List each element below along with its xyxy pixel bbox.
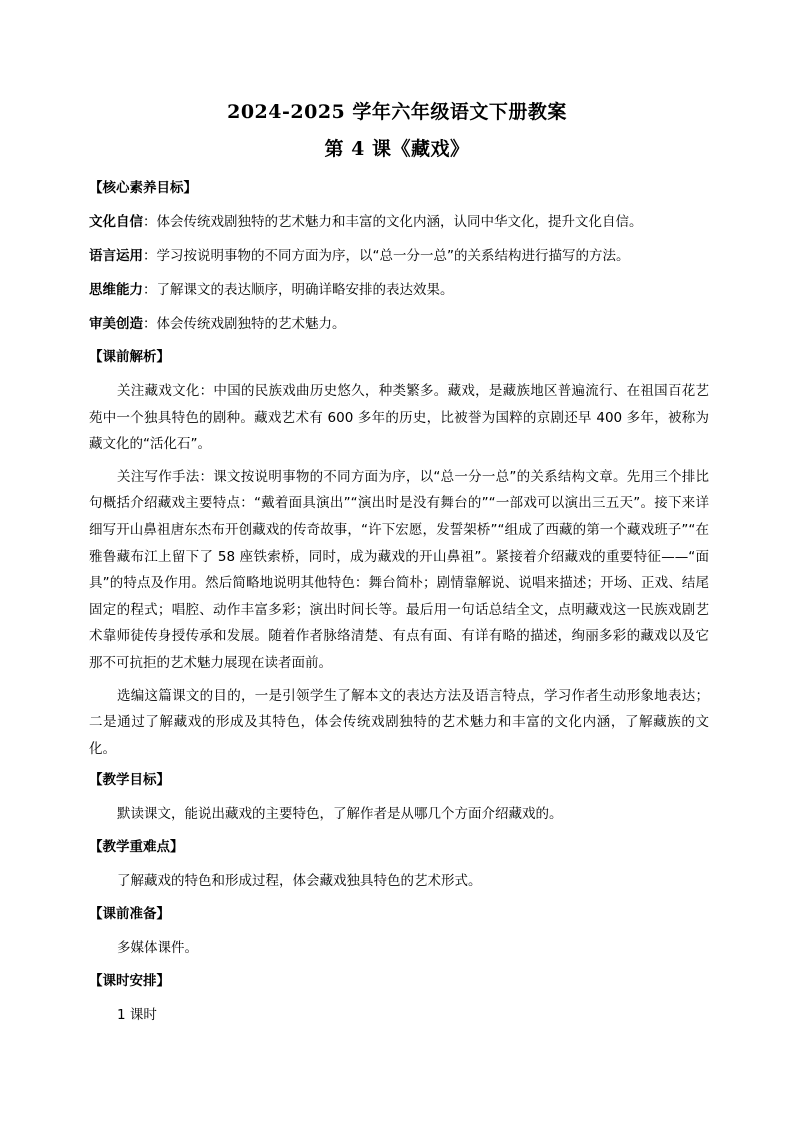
core-item-text: ：体会传统戏剧独特的艺术魅力和丰富的文化内涵，认同中华文化，提升文化自信。 xyxy=(143,214,643,230)
analysis-paragraph: 关注藏戏文化：中国的民族戏曲历史悠久，种类繁多。藏戏，是藏族地区普遍流行、在祖国百花艺苑中一个独具特色的剧种。藏戏艺术有 600 多年的历史，比被誉为国粹的京剧还早 400 多年，被称为藏文化的“活化石”。 xyxy=(89,383,709,453)
core-item-label: 语言运用 xyxy=(89,248,143,264)
keypoints-text: 了解藏戏的特色和形成过程，体会藏戏独具特色的艺术形式。 xyxy=(117,873,482,890)
analysis-paragraph: 选编这篇课文的目的，一是引领学生了解本文的表达方法及语言特点，学习作者生动形象地表达；二是通过了解藏戏的形成及其特色，体会传统戏剧独特的艺术魅力和丰富的文化内涵，了解藏族的文化。 xyxy=(89,687,709,757)
core-item-label: 审美创造 xyxy=(89,316,143,332)
lesson-title: 第 4 课《藏戏》 xyxy=(324,138,470,160)
core-item-thinking xyxy=(89,277,709,303)
core-item-text: ：体会传统戏剧独特的艺术魅力。 xyxy=(143,316,346,332)
core-item-text: ：了解课文的表达顺序，明确详略安排的表达效果。 xyxy=(143,282,454,298)
section-heading-preparation: 【课前准备】 xyxy=(89,906,170,923)
objectives-text: 默读课文，能说出藏戏的主要特色，了解作者是从哪几个方面介绍藏戏的。 xyxy=(117,806,563,823)
core-item-culture xyxy=(89,209,709,235)
section-heading-analysis: 【课前解析】 xyxy=(89,349,170,365)
section-heading-objectives: 【教学目标】 xyxy=(89,772,170,789)
section-heading-core: 【核心素养目标】 xyxy=(89,180,197,196)
core-item-language xyxy=(89,243,709,269)
core-item-aesthetic xyxy=(89,311,709,337)
schedule-text: 1 课时 xyxy=(117,1007,157,1024)
core-item-label: 文化自信 xyxy=(89,214,143,230)
preparation-text: 多媒体课件。 xyxy=(117,940,198,957)
document-title: 2024-2025 学年六年级语文下册教案 xyxy=(227,101,567,123)
document-body xyxy=(89,176,709,1036)
analysis-paragraph: 关注写作手法：课文按说明事物的不同方面为序，以“总一分一总”的关系结构文章。先用三个排比句概括介绍藏戏主要特点：“戴着面具演出”“演出时是没有舞台的”“一部戏可以演出三五天”。接下来详细写开山鼻祖唐东杰布开创藏戏的传奇故事，“许下宏愿，发誓架桥”“组成了西藏的第一个藏戏班子”“在雅鲁藏布江上留下了 58 座铁索桥，同时，成为藏戏的开山鼻祖”。紧接着介绍藏戏的重要特征——“面具”的特点及作用。然后简略地说明其他特色：舞台简朴；剧情靠解说、说唱来描述；开场、正戏、结尾固定的程式；唱腔、动作丰富多彩；演出时间长等。最后用一句话总结全文，点明藏戏这一民族戏剧艺术靠师徒传身授传承和发展。随着作者脉络清楚、有点有面、有详有略的描述，绚丽多彩的藏戏以及它那不可抗拒的艺术魅力展现在读者面前。 xyxy=(89,468,709,671)
core-item-text: ：学习按说明事物的不同方面为序，以“总一分一总”的关系结构进行描写的方法。 xyxy=(143,248,630,264)
section-heading-keypoints: 【教学重难点】 xyxy=(89,839,184,856)
core-item-label: 思维能力 xyxy=(89,282,143,298)
section-heading-schedule: 【课时安排】 xyxy=(89,973,170,990)
